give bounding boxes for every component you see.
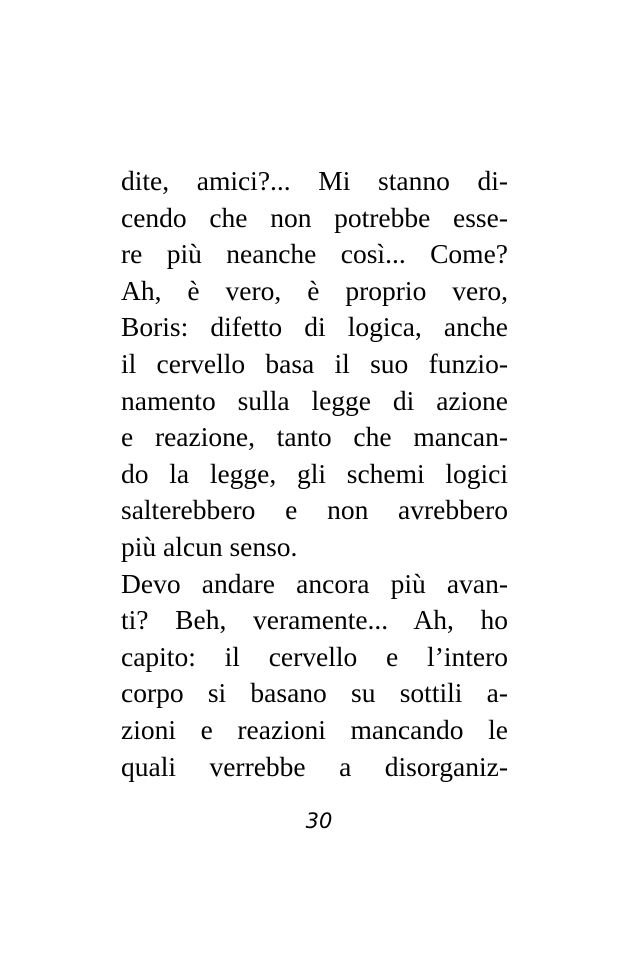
text-line-paragraph-end: più alcun senso.	[121, 530, 298, 562]
text-line: ti? Beh, veramente... Ah, ho	[121, 604, 508, 636]
text-line: re più neanche così... Come?	[121, 238, 508, 270]
text-line: namento sulla legge di azione	[121, 384, 508, 416]
text-line: do la legge, gli schemi logici	[121, 457, 508, 489]
text-line: il cervello basa il suo funzio-	[121, 347, 508, 379]
text-line: quali verrebbe a disorganiz-	[121, 750, 508, 782]
text-line: dite, amici?... Mi stanno di-	[121, 165, 508, 196]
text-line: corpo si basano su sottili a-	[121, 677, 508, 709]
text-line: Boris: difetto di logica, anche	[121, 311, 508, 343]
text-line: e reazione, tanto che mancan-	[121, 421, 508, 453]
body-text	[121, 163, 508, 785]
text-line: capito: il cervello e l’intero	[121, 640, 508, 672]
text-line: salterebbero e non avrebbero	[121, 494, 508, 526]
text-line: cendo che non potrebbe esse-	[121, 201, 508, 233]
page-number: 30	[305, 809, 333, 833]
text-line: zioni e reazioni mancando le	[121, 713, 508, 745]
text-line: Ah, è vero, è proprio vero,	[121, 274, 508, 306]
text-line: Devo andare ancora più avan-	[121, 567, 508, 599]
